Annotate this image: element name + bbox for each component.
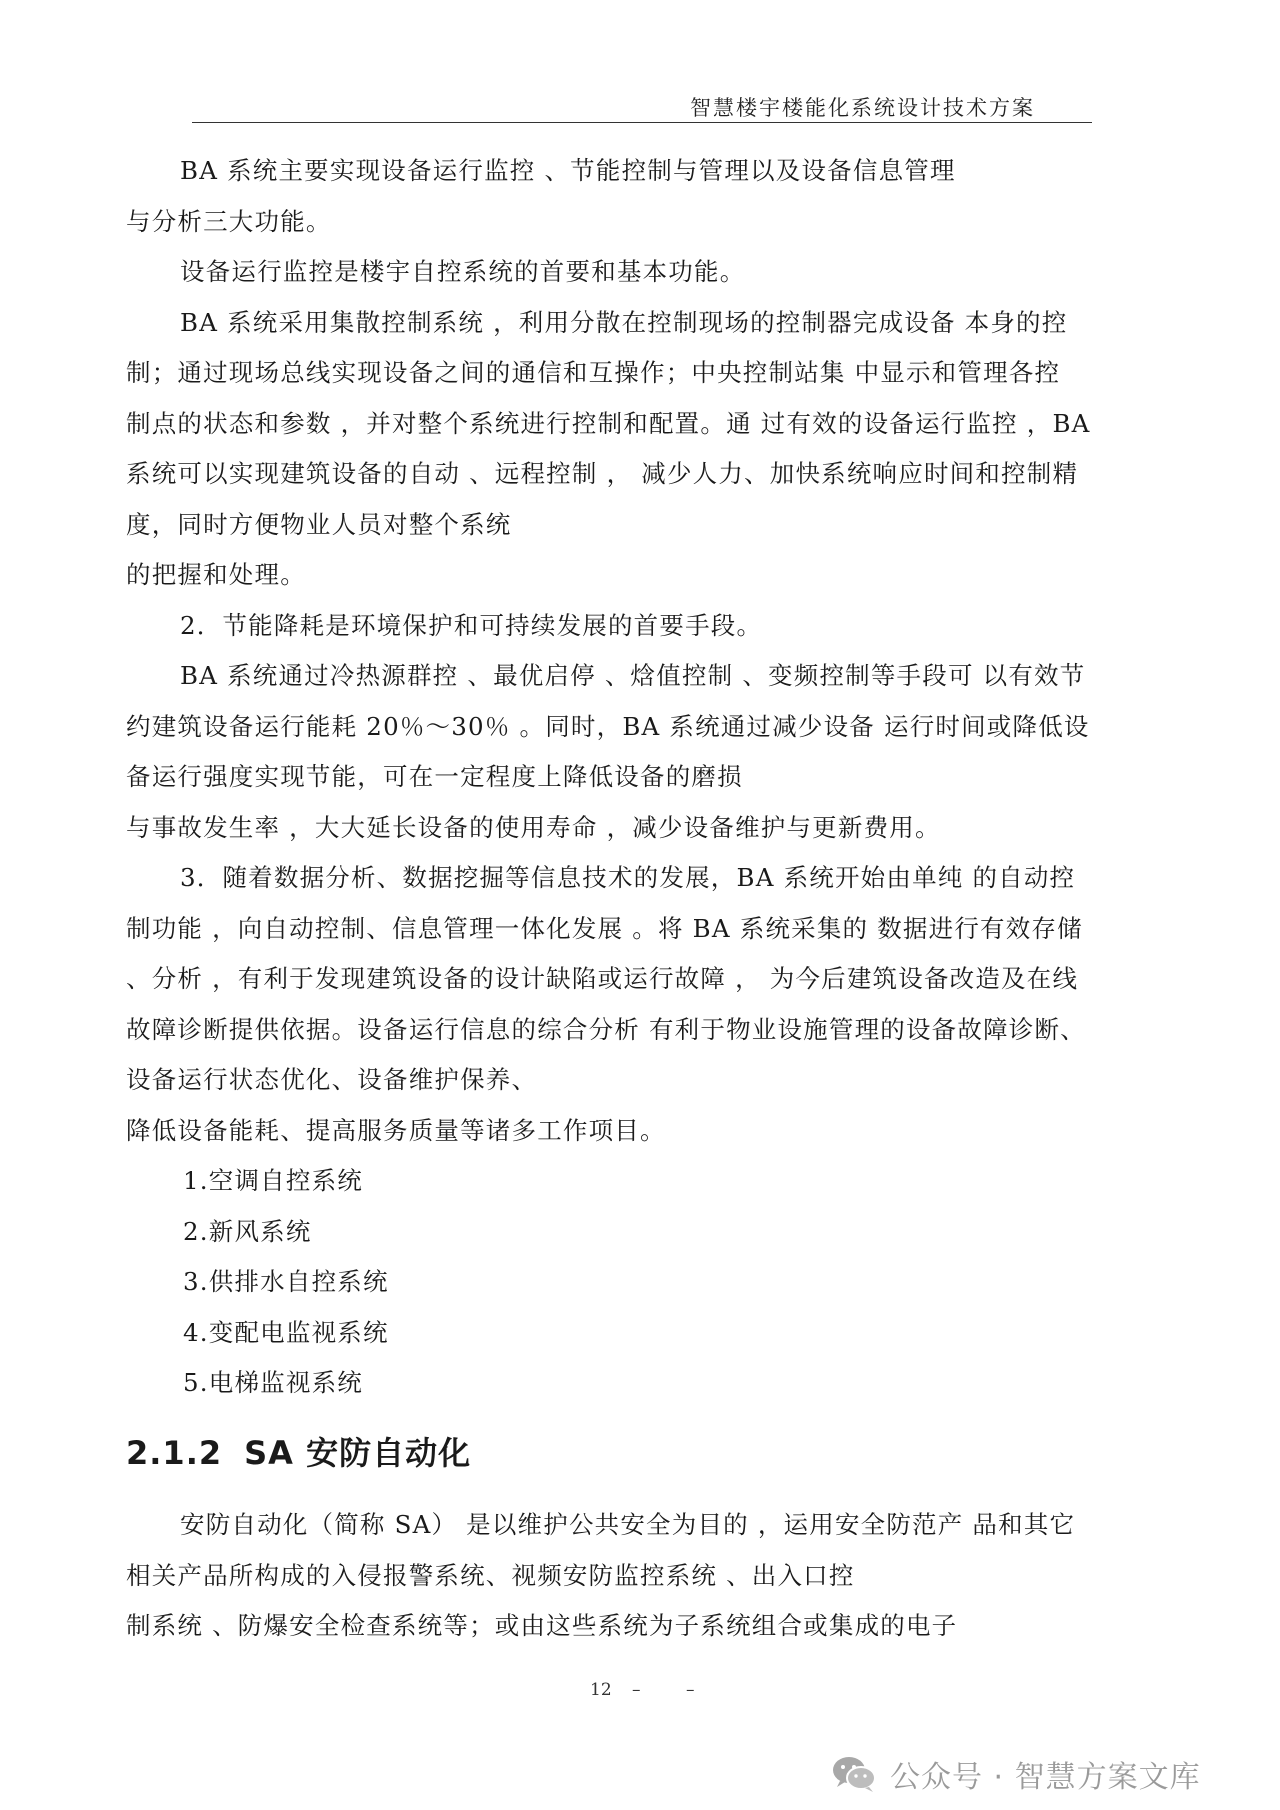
- list-item: 1.空调自控系统: [183, 1166, 363, 1195]
- header-divider: [192, 122, 1092, 123]
- paragraph-line: 制；通过现场总线实现设备之间的通信和互操作；中央控制站集 中显示和管理各控: [126, 358, 1061, 387]
- paragraph-line: 制系统 、防爆安全检查系统等；或由这些系统为子系统组合或集成的电子: [126, 1611, 958, 1640]
- paragraph-line: 与事故发生率 ，大大延长设备的使用寿命 ，减少设备维护与更新费用。: [126, 812, 941, 842]
- footer-dash: –: [632, 1680, 641, 1700]
- paragraph-line: 3．随着数据分析、数据挖掘等信息技术的发展，BA 系统开始由单纯 的自动控: [180, 863, 1076, 892]
- paragraph-line: 2．节能降耗是环境保护和可持续发展的首要手段。: [180, 610, 763, 640]
- paragraph-line: 制功能 ，向自动控制、信息管理一体化发展 。将 BA 系统采集的 数据进行有效存储: [126, 913, 1083, 943]
- list-item: 2.新风系统: [183, 1216, 312, 1246]
- paragraph-line: 与分析三大功能。: [126, 206, 332, 236]
- watermark-text: 公众号 · 智慧方案文库: [890, 1760, 1201, 1795]
- paragraph-line: 备运行强度实现节能，可在一定程度上降低设备的磨损: [126, 762, 743, 791]
- paragraph-line: 故障诊断提供依据。设备运行信息的综合分析 有利于物业设施管理的设备故障诊断、: [126, 1014, 1086, 1044]
- paragraph-line: 系统可以实现建筑设备的自动 、远程控制 ， 减少人力、加快系统响应时间和控制精: [126, 459, 1079, 488]
- body-text: [126, 146, 1156, 1409]
- paragraph-line: 相关产品所构成的入侵报警系统、视频安防监控系统 、出入口控: [126, 1560, 855, 1590]
- paragraph-line: 、分析 ，有利于发现建筑设备的设计缺陷或运行故障 ， 为今后建筑设备改造及在线: [126, 964, 1079, 993]
- page-number: 12: [590, 1680, 612, 1700]
- paragraph-line: BA 系统采用集散控制系统 ，利用分散在控制现场的控制器完成设备 本身的控: [180, 307, 1068, 337]
- paragraph-line: 降低设备能耗、提高服务质量等诸多工作项目。: [126, 1115, 666, 1145]
- paragraph-line: 设备运行监控是楼宇自控系统的首要和基本功能。: [180, 257, 746, 286]
- paragraph-line: 约建筑设备运行能耗 20％～30％ 。同时，BA 系统通过减少设备 运行时间或降低设: [126, 711, 1090, 741]
- list-item: 3.供排水自控系统: [183, 1267, 389, 1296]
- wechat-icon: [830, 1754, 878, 1794]
- paragraph-line: BA 系统主要实现设备运行监控 、节能控制与管理以及设备信息管理: [180, 156, 956, 185]
- paragraph-line: 度，同时方便物业人员对整个系统: [126, 509, 512, 539]
- paragraph-line: 制点的状态和参数 ，并对整个系统进行控制和配置。通 过有效的设备运行监控 ，BA: [126, 408, 1091, 438]
- paragraph-line: 的把握和处理。: [126, 560, 306, 589]
- paragraph-line: BA 系统通过冷热源群控 、最优启停 、焓值控制 、变频控制等手段可 以有效节: [180, 661, 1086, 690]
- section-number: 2.1.2: [126, 1434, 223, 1472]
- paragraph-line: 设备运行状态优化、设备维护保养、: [126, 1065, 538, 1094]
- section-title: SA 安防自动化: [244, 1434, 472, 1472]
- list-item: 5.电梯监视系统: [183, 1368, 363, 1397]
- section-body-text: [126, 1500, 1156, 1652]
- footer-dash: –: [686, 1680, 695, 1700]
- list-item: 4.变配电监视系统: [183, 1317, 389, 1347]
- paragraph-line: 安防自动化（简称 SA） 是以维护公共安全为目的 ，运用安全防范产 品和其它: [180, 1510, 1076, 1539]
- watermark: [830, 1752, 1201, 1796]
- page-header-title: 智慧楼宇楼能化系统设计技术方案: [690, 96, 1035, 120]
- section-heading: [126, 1428, 471, 1474]
